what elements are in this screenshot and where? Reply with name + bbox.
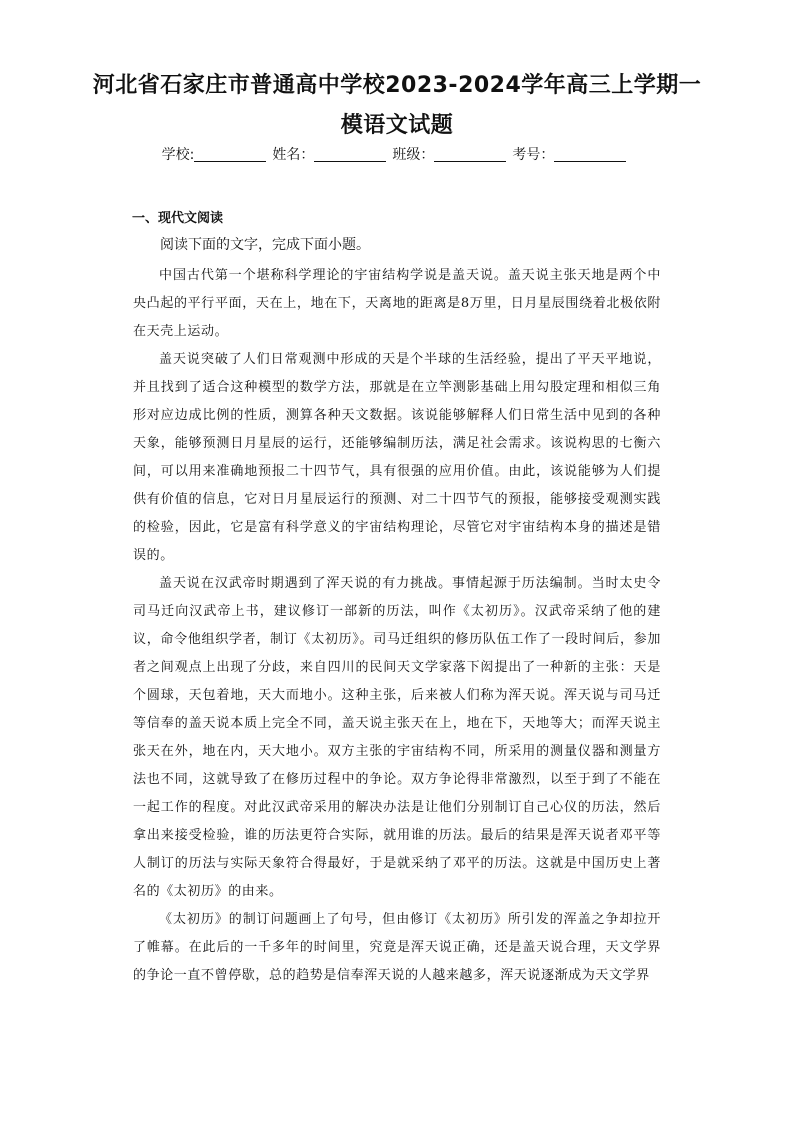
document-title-line-2: 模语文试题 (340, 113, 454, 138)
exam-number-label: 考号： (512, 147, 555, 163)
passage-paragraph: 盖天说在汉武帝时期遇到了浑天说的有力挑战。事情起源于历法编制。当时太史令司马迁向汉武帝上书，建议修订一部新的历法，叫作《太初历》。汉武帝采纳了他的建议，命令他组织学者，制订《太初历》。司马迁组织的修历队伍工作了一段时间后，参加者之间观点上出现了分歧，来自四川的民间天文学家落下闳提出了一种新的主张：天是个圆球，天包着地，天大而地小。这种主张，后来被人们称为浑天说。浑天说与司马迁等信奉的盖天说本质上完全不同，盖天说主张天在上，地在下，天地等大；而浑天说主张天在外，地在内，天大地小。双方主张的宇宙结构不同，所采用的测量仪器和测量方法也不同，这就导致了在修历过程中的争论。双方争论得非常激烈，以至于到了不能在一起工作的程度。对此汉武帝采用的解决办法是让他们分别制订自己心仪的历法，然后拿出来接受检验，谁的历法更符合实际，就用谁的历法。最后的结果是浑天说者邓平等人制订的历法与实际天象符合得最好，于是就采纳了邓平的历法。这就是中国历史上著名的《太初历》的由来。 (133, 576, 661, 899)
passage-paragraph: 中国古代第一个堪称科学理论的宇宙结构学说是盖天说。盖天说主张天地是两个中央凸起的平行平面，天在上，地在下，天离地的距离是8万里，日月星辰围绕着北极依附在天壳上运动。 (133, 268, 661, 339)
class-label: 班级： (392, 147, 435, 163)
name-blank[interactable] (314, 147, 386, 162)
exam-number-blank[interactable] (554, 147, 626, 162)
school-label: 学校: (161, 147, 195, 163)
reading-instruction: 阅读下面的文字，完成下面小题。 (160, 237, 370, 253)
reading-passage (133, 262, 661, 990)
school-blank[interactable] (194, 147, 266, 162)
student-info-line (100, 144, 694, 164)
name-label: 姓名： (272, 147, 315, 163)
class-blank[interactable] (434, 147, 506, 162)
section-heading: 一、现代文阅读 (132, 211, 224, 226)
passage-paragraph: 《太初历》的制订问题画上了句号，但由修订《太初历》所引发的浑盖之争却拉开了帷幕。在此后的一千多年的时间里，究竟是浑天说正确，还是盖天说合理，天文学界的争论一直不曾停歇，总的趋势是信奉浑天说的人越来越多，浑天说逐渐成为天文学界 (133, 912, 661, 983)
document-title-line-1: 河北省石家庄市普通高中学校2023-2024学年高三上学期一 (92, 73, 702, 98)
passage-paragraph: 盖天说突破了人们日常观测中形成的天是个半球的生活经验，提出了平天平地说，并且找到了适合这种模型的数学方法，那就是在立竿测影基础上用勾股定理和相似三角形对应边成比例的性质，测算各种天文数据。该说能够解释人们日常生活中见到的各种天象，能够预测日月星辰的运行，还能够编制历法，满足社会需求。该说构思的七衡六间，可以用来准确地预报二十四节气，具有很强的应用价值。由此，该说能够为人们提供有价值的信息，它对日月星辰运行的预测、对二十四节气的预报，能够接受观测实践的检验，因此，它是富有科学意义的宇宙结构理论，尽管它对宇宙结构本身的描述是错误的。 (133, 352, 661, 563)
